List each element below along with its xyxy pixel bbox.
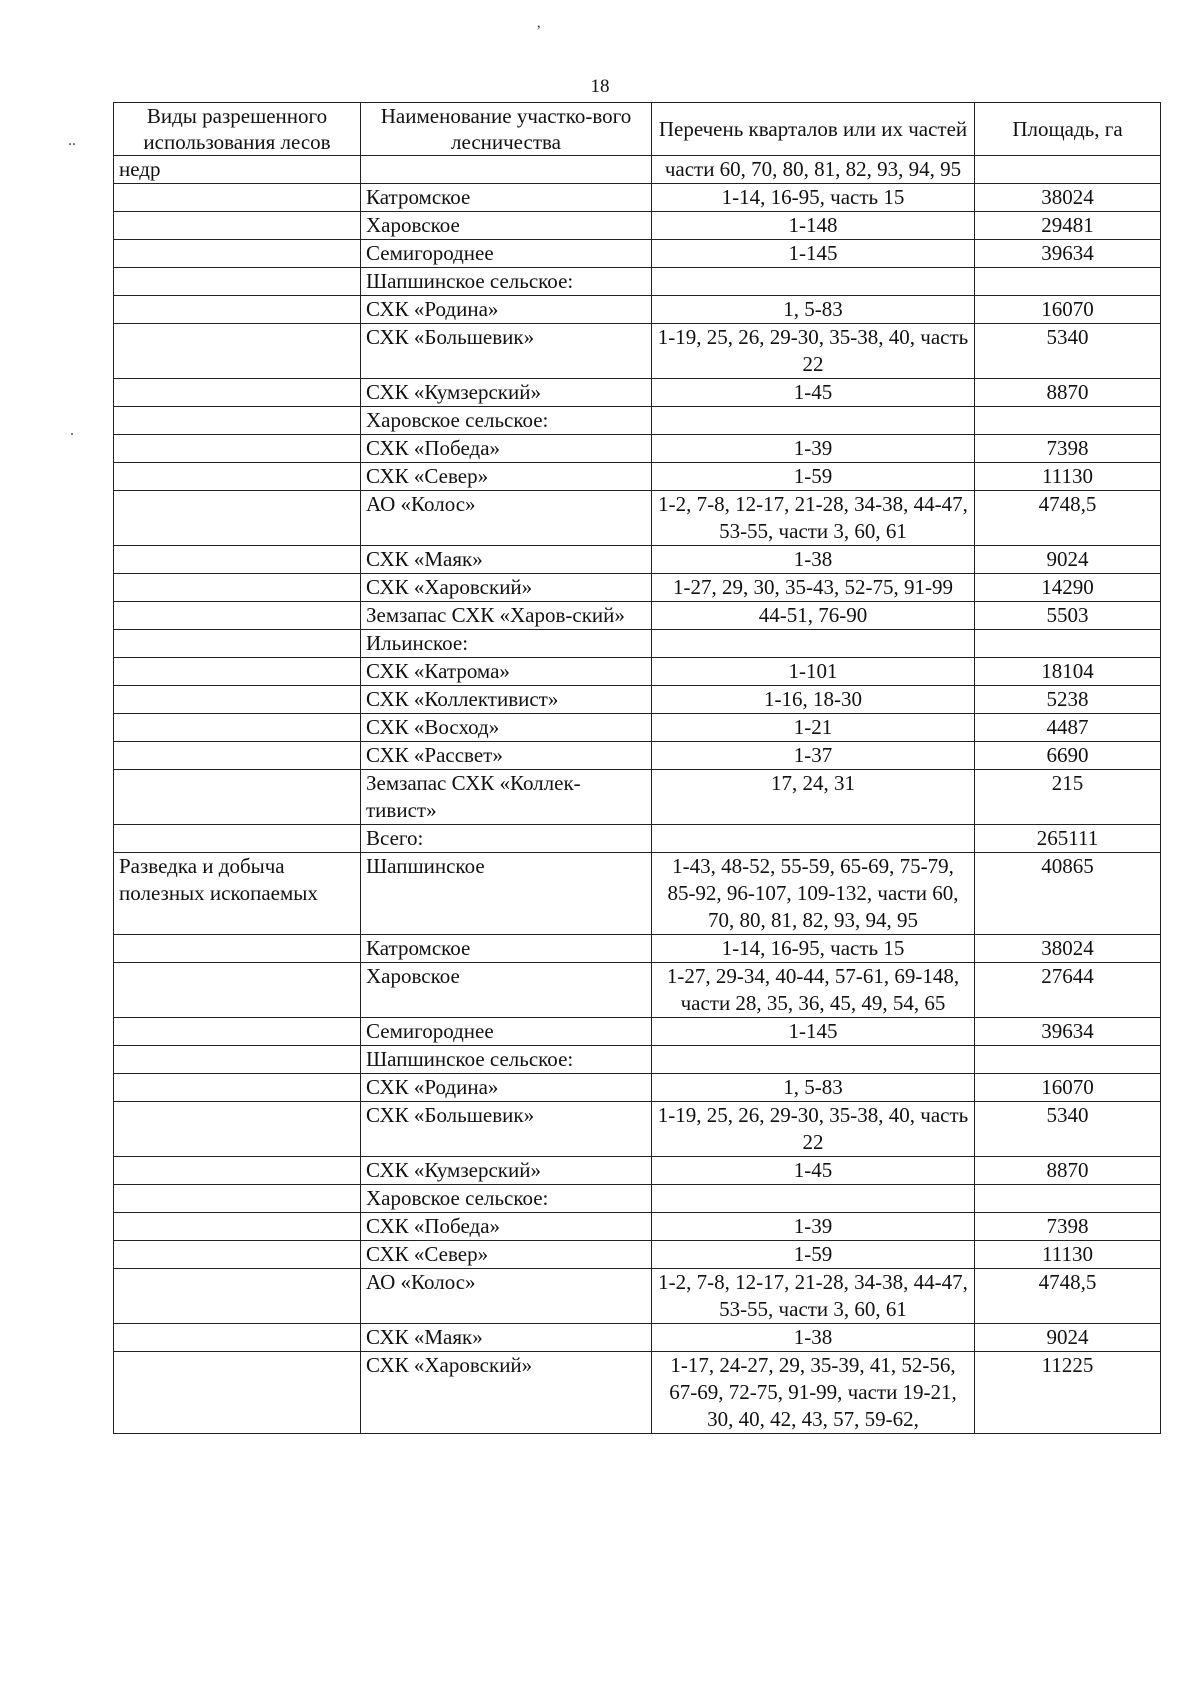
use-cell [114,1018,361,1046]
use-cell [114,463,361,491]
table-row [114,407,1161,435]
forestry-name-cell [361,156,652,184]
table-row [114,1074,1161,1102]
forestry-name-cell: Харовское [361,963,652,1018]
quarters-cell [652,1046,975,1074]
forestry-name-cell: СХК «Север» [361,463,652,491]
forestry-name-cell: Семигороднее [361,240,652,268]
use-cell [114,658,361,686]
quarters-cell: 1-59 [652,463,975,491]
area-cell: 14290 [975,574,1161,602]
table-row [114,770,1161,825]
area-cell [975,630,1161,658]
forestry-name-cell: СХК «Коллективист» [361,686,652,714]
table-row [114,240,1161,268]
use-cell [114,1046,361,1074]
quarters-cell [652,1185,975,1213]
forestry-name-cell: СХК «Харовский» [361,574,652,602]
use-cell [114,1102,361,1157]
quarters-cell: 1, 5-83 [652,1074,975,1102]
use-cell [114,268,361,296]
table-row [114,546,1161,574]
use-cell [114,630,361,658]
area-cell: 39634 [975,1018,1161,1046]
area-cell: 8870 [975,1157,1161,1185]
forestry-name-cell: Семигороднее [361,1018,652,1046]
header-quarters: Перечень кварталов или их частей [652,103,975,156]
area-cell [975,1185,1161,1213]
forestry-name-cell: СХК «Рассвет» [361,742,652,770]
area-cell: 265111 [975,825,1161,853]
use-cell: недр [114,156,361,184]
forestry-name-cell: СХК «Родина» [361,296,652,324]
forestry-name-cell: СХК «Восход» [361,714,652,742]
quarters-cell: 1-101 [652,658,975,686]
quarters-cell: 1-2, 7-8, 12-17, 21-28, 34-38, 44-47, 53-55, части 3, 60, 61 [652,1269,975,1324]
area-cell [975,156,1161,184]
header-use: Виды разрешенного использования лесов [114,103,361,156]
page-number: 18 [590,76,610,97]
forestry-name-cell: Шапшинское [361,853,652,935]
use-cell [114,602,361,630]
table-row [114,1241,1161,1269]
quarters-cell: 1-43, 48-52, 55-59, 65-69, 75-79, 85-92, 96-107, 109-132, части 60, 70, 80, 81, 82, 93, 94, 95 [652,853,975,935]
area-cell [975,1046,1161,1074]
forestry-name-cell: Харовское сельское: [361,407,652,435]
forestry-name-cell: Ильинское: [361,630,652,658]
quarters-cell: 1-39 [652,1213,975,1241]
quarters-cell: 1-45 [652,379,975,407]
table-row [114,602,1161,630]
use-cell [114,546,361,574]
use-cell [114,1269,361,1324]
quarters-cell: 1-38 [652,546,975,574]
quarters-cell: 1-17, 24-27, 29, 35-39, 41, 52-56, 67-69, 72-75, 91-99, части 19-21, 30, 40, 42, 43, 57, 59-62, [652,1352,975,1434]
area-cell: 11130 [975,1241,1161,1269]
quarters-cell: 1-37 [652,742,975,770]
use-cell [114,212,361,240]
table-row [114,853,1161,935]
forestry-name-cell: АО «Колос» [361,1269,652,1324]
table-row [114,686,1161,714]
table-row [114,1157,1161,1185]
forestry-name-cell: СХК «Харовский» [361,1352,652,1434]
area-cell: 11130 [975,463,1161,491]
area-cell: 4487 [975,714,1161,742]
forestry-name-cell: СХК «Большевик» [361,1102,652,1157]
forestry-name-cell: СХК «Большевик» [361,324,652,379]
table-body [114,156,1161,1434]
use-cell [114,184,361,212]
forestry-name-cell: СХК «Катрома» [361,658,652,686]
area-cell: 38024 [975,935,1161,963]
area-cell: 16070 [975,1074,1161,1102]
use-cell [114,1157,361,1185]
use-cell [114,1324,361,1352]
use-cell [114,574,361,602]
quarters-cell: 1-21 [652,714,975,742]
table-row [114,268,1161,296]
quarters-cell [652,268,975,296]
area-cell: 5503 [975,602,1161,630]
use-cell [114,1352,361,1434]
table-row [114,1324,1161,1352]
table-row [114,825,1161,853]
forest-use-table [113,102,1161,1434]
quarters-cell: 1-14, 16-95, часть 15 [652,935,975,963]
table-header [114,103,1161,156]
area-cell: 18104 [975,658,1161,686]
forestry-name-cell: Всего: [361,825,652,853]
quarters-cell: 1-27, 29-34, 40-44, 57-61, 69-148, части 28, 35, 36, 45, 49, 54, 65 [652,963,975,1018]
area-cell: 4748,5 [975,1269,1161,1324]
quarters-cell: 1-39 [652,435,975,463]
area-cell: 29481 [975,212,1161,240]
use-cell [114,1074,361,1102]
forestry-name-cell: Шапшинское сельское: [361,268,652,296]
forestry-name-cell: Катромское [361,184,652,212]
area-cell [975,268,1161,296]
area-cell: 7398 [975,1213,1161,1241]
use-cell [114,324,361,379]
table-row [114,1185,1161,1213]
area-cell: 38024 [975,184,1161,212]
area-cell: 11225 [975,1352,1161,1434]
forestry-name-cell: СХК «Родина» [361,1074,652,1102]
table-row [114,714,1161,742]
forestry-name-cell: СХК «Маяк» [361,1324,652,1352]
forestry-name-cell: СХК «Север» [361,1241,652,1269]
use-cell [114,825,361,853]
table-row [114,574,1161,602]
table-row [114,630,1161,658]
table-row [114,379,1161,407]
header-area: Площадь, га [975,103,1161,156]
scan-mark: .. [68,132,76,149]
quarters-cell [652,630,975,658]
use-cell [114,491,361,546]
quarters-cell: 1-145 [652,240,975,268]
scan-mark: ‚ [536,14,542,31]
area-cell: 16070 [975,296,1161,324]
area-cell: 5340 [975,324,1161,379]
quarters-cell: 1-145 [652,1018,975,1046]
quarters-cell: 17, 24, 31 [652,770,975,825]
quarters-cell: части 60, 70, 80, 81, 82, 93, 94, 95 [652,156,975,184]
use-cell [114,1213,361,1241]
forestry-name-cell: СХК «Победа» [361,1213,652,1241]
table-row [114,742,1161,770]
table-row [114,1269,1161,1324]
forestry-name-cell: Харовское [361,212,652,240]
area-cell: 5238 [975,686,1161,714]
quarters-cell: 1-27, 29, 30, 35-43, 52-75, 91-99 [652,574,975,602]
scan-mark: . [70,422,74,439]
use-cell [114,240,361,268]
table-row [114,1352,1161,1434]
forestry-name-cell: СХК «Кумзерский» [361,1157,652,1185]
quarters-cell: 1-45 [652,1157,975,1185]
table-row [114,935,1161,963]
area-cell: 40865 [975,853,1161,935]
area-cell: 9024 [975,1324,1161,1352]
use-cell [114,379,361,407]
table-row [114,658,1161,686]
area-cell: 9024 [975,546,1161,574]
table-row [114,156,1161,184]
table-row [114,463,1161,491]
quarters-cell: 1-2, 7-8, 12-17, 21-28, 34-38, 44-47, 53-55, части 3, 60, 61 [652,491,975,546]
use-cell [114,963,361,1018]
quarters-cell: 1-38 [652,1324,975,1352]
table-row [114,963,1161,1018]
forestry-name-cell: СХК «Кумзерский» [361,379,652,407]
area-cell [975,407,1161,435]
quarters-cell [652,407,975,435]
table-row [114,491,1161,546]
use-cell [114,714,361,742]
forestry-name-cell: СХК «Победа» [361,435,652,463]
forestry-name-cell: Катромское [361,935,652,963]
use-cell: Разведка и добыча полезных ископаемых [114,853,361,935]
table-row [114,1018,1161,1046]
forestry-name-cell: Земзапас СХК «Харов-ский» [361,602,652,630]
table-row [114,296,1161,324]
forestry-name-cell: Харовское сельское: [361,1185,652,1213]
table-row [114,212,1161,240]
quarters-cell: 44-51, 76-90 [652,602,975,630]
quarters-cell: 1-14, 16-95, часть 15 [652,184,975,212]
table-row [114,1102,1161,1157]
forestry-name-cell: Земзапас СХК «Коллек-тивист» [361,770,652,825]
table-row [114,1213,1161,1241]
area-cell: 39634 [975,240,1161,268]
quarters-cell: 1-19, 25, 26, 29-30, 35-38, 40, часть 22 [652,1102,975,1157]
area-cell: 27644 [975,963,1161,1018]
table-row [114,324,1161,379]
quarters-cell: 1-19, 25, 26, 29-30, 35-38, 40, часть 22 [652,324,975,379]
use-cell [114,296,361,324]
use-cell [114,1185,361,1213]
header-forestry: Наименование участко-вого лесничества [361,103,652,156]
use-cell [114,770,361,825]
quarters-cell: 1-59 [652,1241,975,1269]
use-cell [114,742,361,770]
area-cell: 7398 [975,435,1161,463]
quarters-cell: 1, 5-83 [652,296,975,324]
area-cell: 8870 [975,379,1161,407]
table-row [114,1046,1161,1074]
use-cell [114,407,361,435]
use-cell [114,435,361,463]
quarters-cell [652,825,975,853]
area-cell: 5340 [975,1102,1161,1157]
forestry-name-cell: Шапшинское сельское: [361,1046,652,1074]
area-cell: 6690 [975,742,1161,770]
use-cell [114,686,361,714]
area-cell: 4748,5 [975,491,1161,546]
forestry-name-cell: АО «Колос» [361,491,652,546]
quarters-cell: 1-16, 18-30 [652,686,975,714]
table-row [114,184,1161,212]
forestry-name-cell: СХК «Маяк» [361,546,652,574]
use-cell [114,935,361,963]
area-cell: 215 [975,770,1161,825]
quarters-cell: 1-148 [652,212,975,240]
use-cell [114,1241,361,1269]
table-row [114,435,1161,463]
